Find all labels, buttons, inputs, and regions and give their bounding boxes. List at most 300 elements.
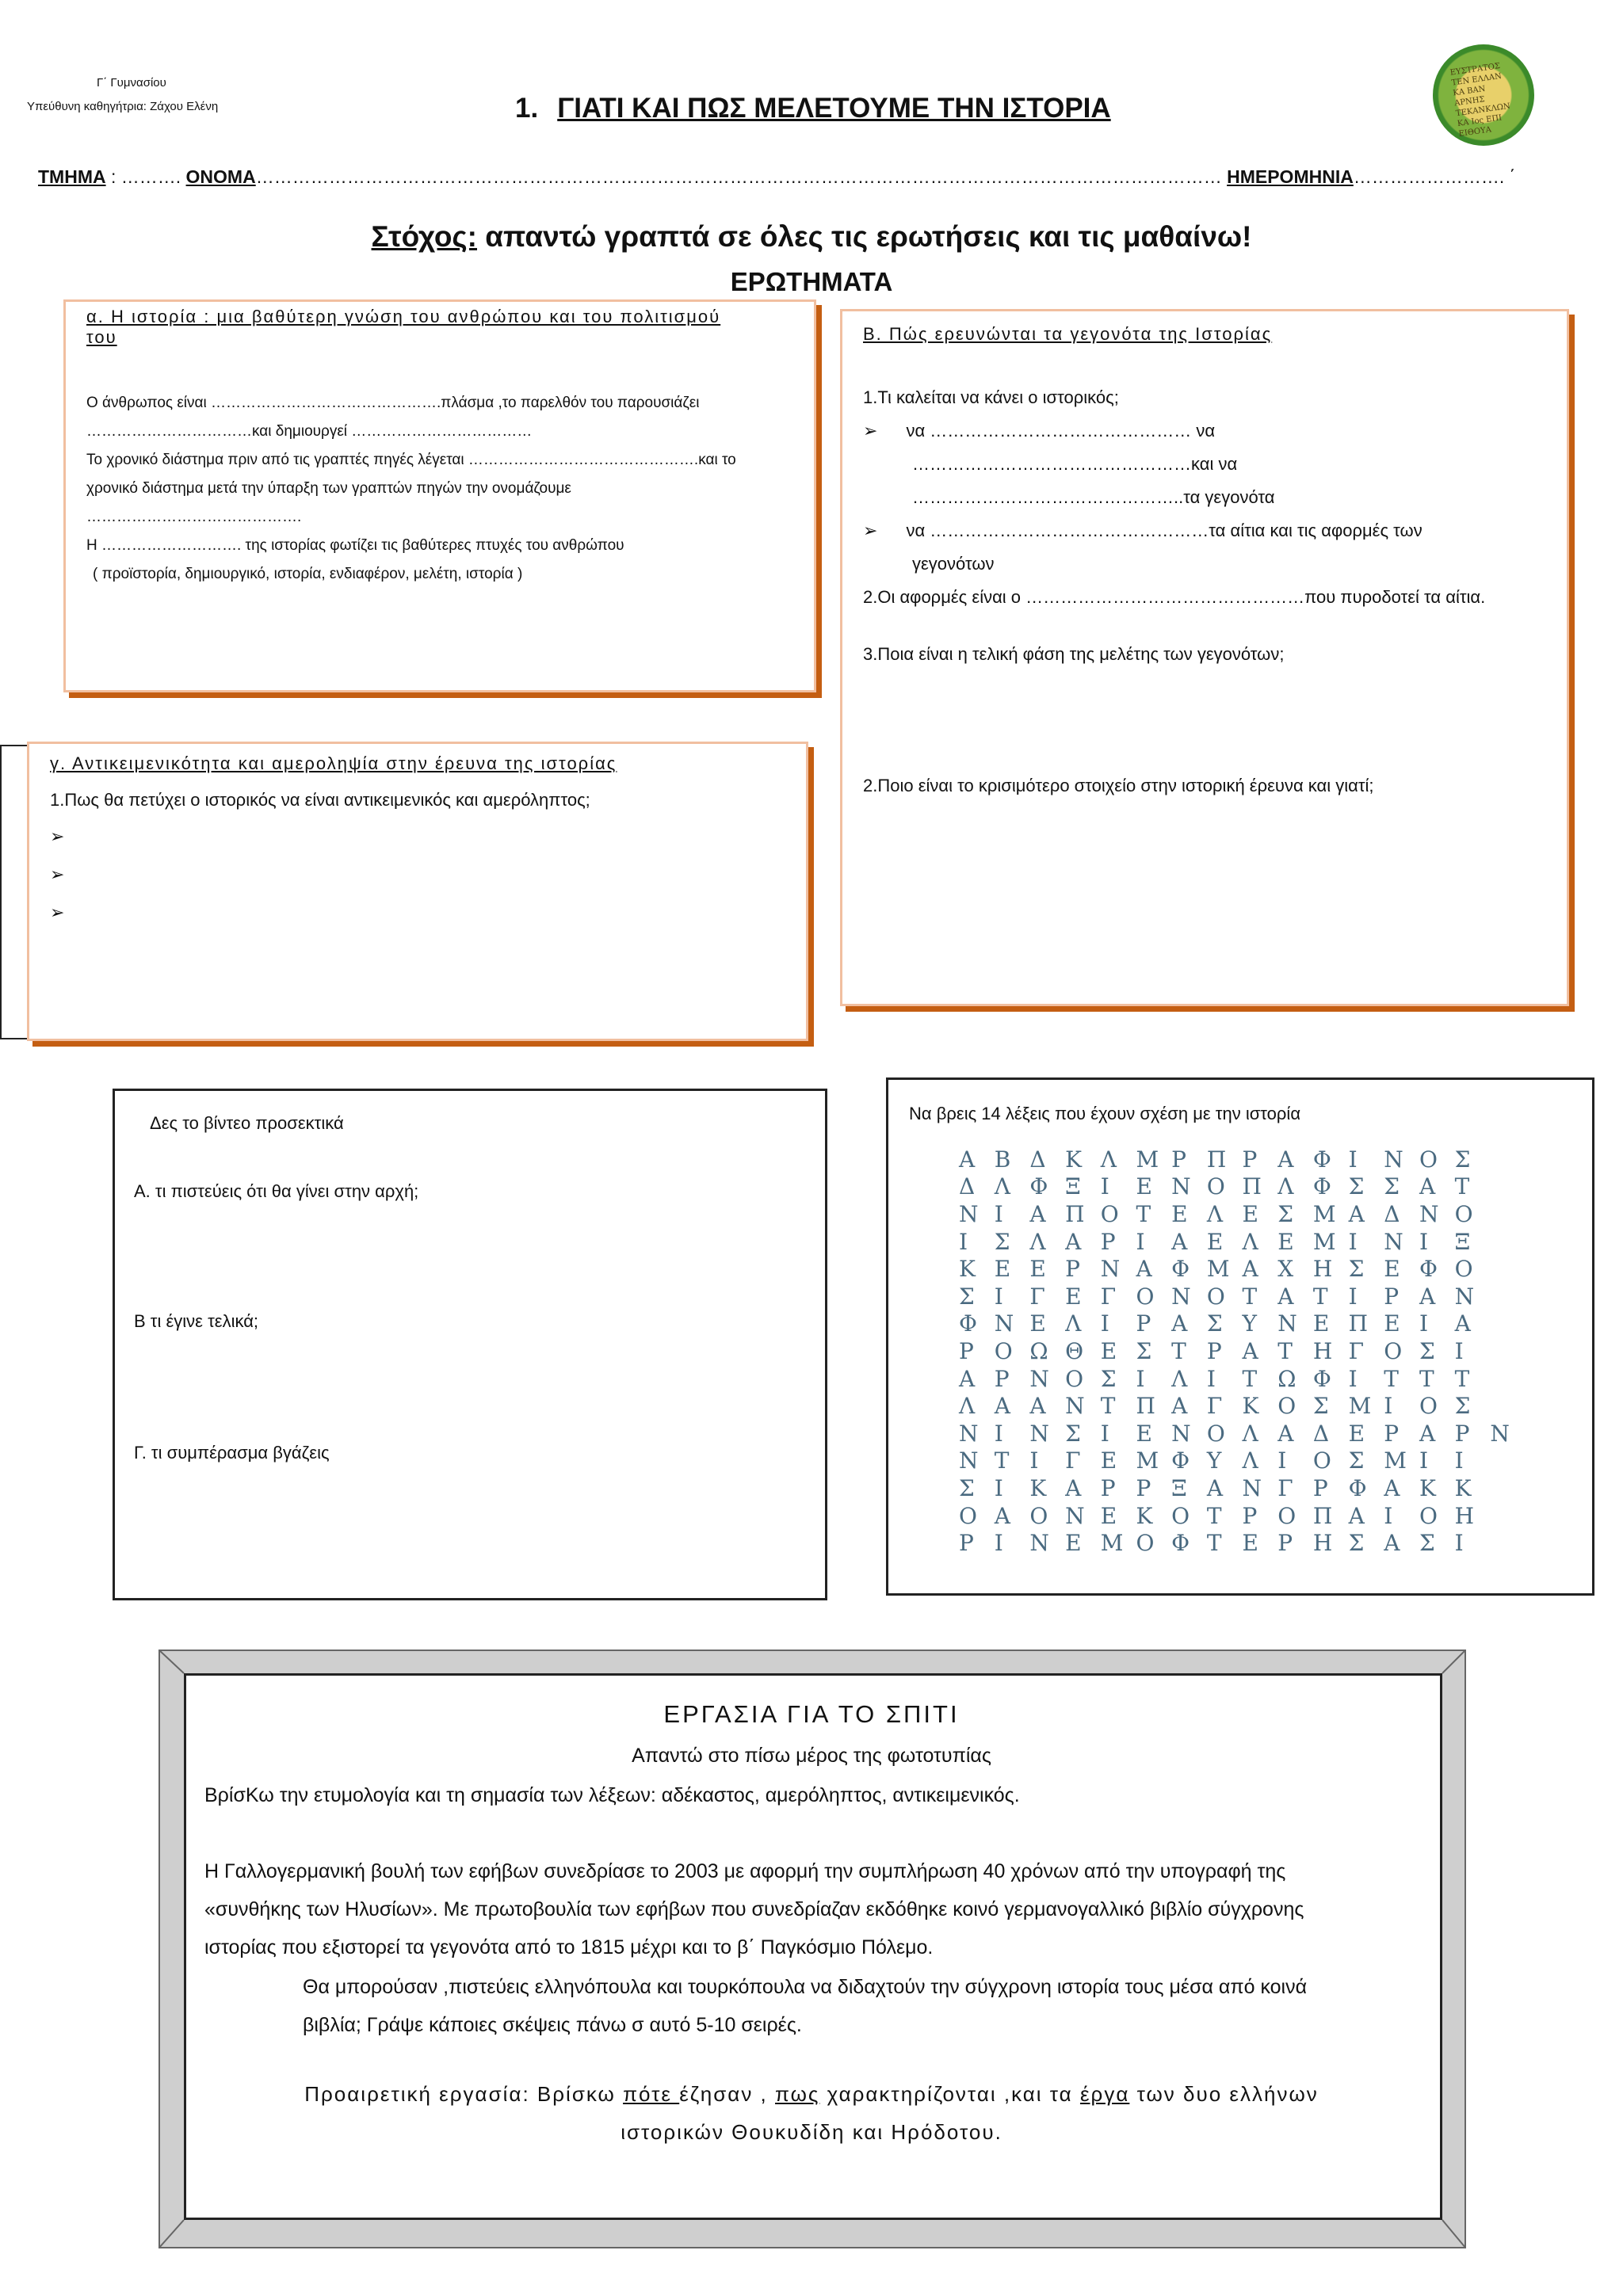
date-field[interactable]: ……………………. ΄	[1353, 166, 1516, 187]
wordsearch-letter[interactable]: Δ	[1384, 1200, 1400, 1227]
wordsearch-letter[interactable]: Χ	[1277, 1256, 1294, 1283]
alpha-word-bank: ( προϊστορία, δημιουργικό, ιστορία, ενδιαφέρον, μελέτη, ιστορία )	[93, 566, 523, 582]
wordsearch-letter[interactable]: Β	[994, 1146, 1011, 1173]
wordsearch-letter[interactable]: Κ	[1419, 1474, 1436, 1501]
goal-label: Στόχος:	[371, 220, 477, 253]
date-label: ΗΜΕΡΟΜΗΝΙΑ	[1227, 166, 1354, 187]
wordsearch-letter[interactable]: Ε	[1312, 1310, 1330, 1337]
video-question-b: Β τι έγινε τελικά;	[134, 1311, 259, 1331]
video-question-a: Α. τι πιστεύεις ότι θα γίνει στην αρχή;	[134, 1181, 419, 1201]
arrow-bullet-icon: ➢	[50, 902, 65, 922]
wordsearch-letter[interactable]: Ι	[994, 1474, 1003, 1501]
wordsearch-letter[interactable]: Ο	[1206, 1283, 1225, 1310]
wordsearch-letter[interactable]: Ν	[994, 1310, 1014, 1337]
wordsearch-letter[interactable]: Η	[1454, 1502, 1475, 1529]
wordsearch-letter[interactable]: Ν	[1242, 1474, 1262, 1501]
wordsearch-letter[interactable]: Σ	[1206, 1310, 1223, 1337]
arrow-bullet-icon: ➢	[50, 826, 65, 846]
wordsearch-letter[interactable]: Ε	[1206, 1228, 1224, 1255]
wordsearch-letter[interactable]: Α	[1384, 1474, 1400, 1501]
homework-line-1: ΒρίσΚω την ετυμολογία και τη σημασία των λέξεων: αδέκαστος, αμερόληπτος, αντικειμενικός.	[204, 1784, 1020, 1806]
wordsearch-letter[interactable]: Π	[1136, 1393, 1155, 1420]
wordsearch-letter[interactable]: Σ	[1454, 1146, 1471, 1173]
wordsearch-letter[interactable]: Ο	[1419, 1502, 1438, 1529]
wordsearch-letter[interactable]: Κ	[959, 1256, 976, 1283]
wordsearch-letter[interactable]: Α	[1171, 1393, 1188, 1420]
optional-text: έζησαν ,	[679, 2082, 775, 2106]
wordsearch-letter[interactable]: Φ	[1171, 1530, 1190, 1557]
wordsearch-letter[interactable]: Ι	[994, 1530, 1003, 1557]
wordsearch-row	[959, 1502, 1526, 1530]
wordsearch-letter[interactable]: Ι	[1348, 1365, 1358, 1392]
wordsearch-letter[interactable]: Ρ	[1206, 1337, 1222, 1364]
wordsearch-letter[interactable]: Ο	[1419, 1146, 1438, 1173]
class-field[interactable]: : ……….	[105, 166, 186, 187]
wordsearch-letter[interactable]: Α	[994, 1502, 1010, 1529]
wordsearch-letter[interactable]: Α	[1171, 1228, 1188, 1255]
wordsearch-letter[interactable]: Γ	[1348, 1337, 1364, 1364]
wordsearch-letter[interactable]: Α	[1242, 1337, 1258, 1364]
homework-optional-line-1	[0, 2082, 1623, 2107]
wordsearch-letter[interactable]: Ν	[1065, 1393, 1085, 1420]
wordsearch-letter[interactable]: Ο	[1206, 1173, 1225, 1200]
wordsearch-letter[interactable]: Ε	[1029, 1256, 1046, 1283]
wordsearch-letter[interactable]: Ρ	[1171, 1146, 1186, 1173]
homework-para: βιβλία; Γράψε κάποιες σκέψεις πάνω σ αυτό 5-10 σειρές.	[303, 2014, 802, 2036]
wordsearch-row	[959, 1337, 1526, 1365]
goal-line	[0, 220, 1623, 254]
wordsearch-letter[interactable]: Λ	[994, 1173, 1010, 1200]
wordsearch-letter[interactable]: Α	[1454, 1310, 1471, 1337]
wordsearch-letter[interactable]: Ο	[1136, 1283, 1155, 1310]
wordsearch-row	[959, 1228, 1526, 1256]
wordsearch-letter[interactable]: Μ	[1136, 1447, 1159, 1474]
wordsearch-letter[interactable]: Ι	[1100, 1310, 1109, 1337]
wordsearch-letter[interactable]: Ε	[1065, 1530, 1082, 1557]
wordsearch-letter[interactable]: Ο	[1277, 1393, 1296, 1420]
wordsearch-letter[interactable]: Ν	[1171, 1283, 1191, 1310]
box-alpha-heading-line1: α. Η ιστορία : μια βαθύτερη γνώση του ανθρώπου και του πολιτισμού	[86, 307, 721, 326]
wordsearch-letter[interactable]: Μ	[1312, 1228, 1336, 1255]
wordsearch-letter[interactable]: Α	[959, 1365, 976, 1392]
wordsearch-letter[interactable]: Γ	[1100, 1283, 1117, 1310]
wordsearch-letter[interactable]: Ε	[1100, 1447, 1117, 1474]
optional-text: των δυο ελλήνων	[1129, 2082, 1319, 2106]
wordsearch-letter[interactable]: Σ	[1065, 1420, 1081, 1447]
wordsearch-letter[interactable]: Ν	[959, 1200, 979, 1227]
box-alpha	[63, 299, 816, 692]
wordsearch-letter[interactable]: Ι	[1454, 1447, 1464, 1474]
wordsearch-letter[interactable]: Π	[1242, 1173, 1262, 1200]
wordsearch-letter[interactable]: Τ	[1312, 1283, 1328, 1310]
wordsearch-letter[interactable]: Σ	[959, 1283, 975, 1310]
wordsearch-letter[interactable]: Μ	[1312, 1200, 1336, 1227]
alpha-line: Το χρονικό διάστημα πριν από τις γραπτές πηγές λέγεται ……………………………………….και το	[86, 452, 736, 468]
wordsearch-letter[interactable]: Φ	[1171, 1256, 1190, 1283]
wordsearch-letter[interactable]: Τ	[1136, 1200, 1151, 1227]
wordsearch-letter[interactable]: Σ	[1419, 1337, 1435, 1364]
wordsearch-letter[interactable]: Σ	[1419, 1530, 1435, 1557]
wordsearch-letter[interactable]: Λ	[959, 1393, 976, 1420]
wordsearch-letter[interactable]: Ρ	[1242, 1146, 1258, 1173]
wordsearch-letter[interactable]: Κ	[1136, 1502, 1153, 1529]
wordsearch-letter[interactable]: Ρ	[1312, 1474, 1328, 1501]
wordsearch-instruction: Να βρεις 14 λέξεις που έχουν σχέση με την ιστορία	[909, 1104, 1301, 1123]
arrow-bullet-icon: ➢	[50, 864, 65, 884]
wordsearch-letter[interactable]: Ν	[1029, 1530, 1049, 1557]
wordsearch-letter[interactable]: Π	[1348, 1310, 1368, 1337]
wordsearch-letter[interactable]: Ο	[1419, 1393, 1438, 1420]
box-beta-content	[863, 381, 1485, 614]
alpha-line: χρονικό διάστημα μετά την ύπαρξη των γραπτών πηγών την ονομάζουμε	[86, 480, 571, 497]
wordsearch-letter[interactable]: Ρ	[1065, 1256, 1080, 1283]
wordsearch-letter[interactable]: Ο	[994, 1337, 1013, 1364]
wordsearch-letter[interactable]: Ρ	[1100, 1474, 1116, 1501]
wordsearch-letter[interactable]: Ξ	[1171, 1474, 1187, 1501]
wordsearch-letter[interactable]: Ο	[1277, 1502, 1296, 1529]
wordsearch-letter[interactable]: Μ	[1136, 1146, 1159, 1173]
beta-line: …………………………………………και να	[912, 454, 1238, 474]
wordsearch-row	[959, 1392, 1526, 1420]
wordsearch-letter[interactable]: Η	[1312, 1337, 1333, 1364]
wordsearch-letter[interactable]: Ρ	[1136, 1474, 1151, 1501]
wordsearch-letter[interactable]: Ω	[1277, 1365, 1296, 1392]
wordsearch-letter[interactable]: Τ	[1454, 1173, 1470, 1200]
alpha-line: Η ………………………. της ιστορίας φωτίζει τις βαθύτερες πτυχές του ανθρώπου	[86, 537, 624, 554]
wordsearch-letter[interactable]: Ι	[1348, 1283, 1358, 1310]
wordsearch-letter[interactable]: Ε	[1100, 1502, 1117, 1529]
wordsearch-letter[interactable]: Α	[994, 1393, 1010, 1420]
wordsearch-letter[interactable]: Ε	[1384, 1256, 1400, 1283]
wordsearch-letter[interactable]: Ι	[1100, 1173, 1109, 1200]
wordsearch-letter[interactable]: Ρ	[994, 1365, 1010, 1392]
wordsearch-letter[interactable]: Π	[1312, 1502, 1333, 1529]
optional-underlined: πως	[775, 2082, 820, 2106]
name-label: ΟΝΟΜΑ	[185, 166, 256, 187]
wordsearch-letter[interactable]: Τ	[1206, 1502, 1222, 1529]
wordsearch-letter[interactable]: Ο	[1171, 1502, 1190, 1529]
wordsearch-letter[interactable]: Ι	[959, 1228, 968, 1255]
wordsearch-letter[interactable]: Σ	[1348, 1256, 1365, 1283]
wordsearch-letter[interactable]: Τ	[1242, 1365, 1258, 1392]
wordsearch-letter[interactable]: Ε	[1277, 1228, 1294, 1255]
box-gamma	[27, 742, 808, 1041]
name-field[interactable]: ……………………………………………………………………………………………………………………………………………	[255, 166, 1228, 187]
wordsearch-letter[interactable]: Ι	[1419, 1228, 1428, 1255]
box-alpha-heading	[86, 307, 720, 348]
wordsearch-letter[interactable]: Γ	[1206, 1393, 1223, 1420]
wordsearch-letter[interactable]: Φ	[1171, 1447, 1190, 1474]
alpha-line: Ο άνθρωπος είναι ……………………………………….πλάσμα ,το παρελθόν του παρουσιάζει	[86, 395, 700, 411]
beta-question-2: 2.Οι αφορμές είναι ο …………………………………………που πυροδοτεί τα αίτια.	[863, 587, 1486, 607]
wordsearch-letter[interactable]: Σ	[1348, 1530, 1365, 1557]
wordsearch-row	[959, 1200, 1526, 1228]
wordsearch-letter[interactable]: Ν	[1100, 1256, 1121, 1283]
questions-heading: ΕΡΩΤΗΜΑΤΑ	[730, 267, 893, 296]
wordsearch-letter[interactable]: Υ	[1206, 1447, 1222, 1474]
video-intro: Δες το βίντεο προσεκτικά	[150, 1113, 344, 1133]
wordsearch-letter[interactable]: Ι	[1100, 1420, 1109, 1447]
wordsearch-letter[interactable]: Ο	[1136, 1530, 1155, 1557]
wordsearch-letter[interactable]: Ρ	[1100, 1228, 1116, 1255]
homework-para: Θα μπορούσαν ,πιστεύεις ελληνόπουλα και τουρκόπουλα να διδαχτούν την σύγχρονη ιστορία τους μέσα από κοινά	[303, 1976, 1308, 1998]
wordsearch-letter[interactable]: Ι	[1419, 1310, 1428, 1337]
video-question-c: Γ. τι συμπέρασμα βγάζεις	[134, 1443, 330, 1463]
wordsearch-letter[interactable]: Σ	[1348, 1173, 1365, 1200]
beta-line: ………………………………………..τα γεγονότα	[912, 487, 1275, 507]
box-gamma-heading: γ. Αντικειμενικότητα και αμεροληψία στην έρευνα της ιστορίας	[50, 753, 617, 773]
wordsearch-letter[interactable]: Η	[1312, 1530, 1333, 1557]
wordsearch-letter[interactable]: Α	[1384, 1530, 1400, 1557]
wordsearch-letter[interactable]: Λ	[1171, 1365, 1188, 1392]
wordsearch-letter[interactable]: Α	[1419, 1420, 1436, 1447]
wordsearch-letter[interactable]: Ε	[1348, 1420, 1365, 1447]
wordsearch-letter[interactable]: Κ	[1065, 1146, 1082, 1173]
beta-line: γεγονότων	[912, 554, 995, 574]
wordsearch-letter[interactable]: Ν	[1277, 1310, 1297, 1337]
wordsearch-letter[interactable]: Λ	[1206, 1200, 1224, 1227]
page-title	[515, 93, 1111, 124]
wordsearch-letter[interactable]: Ι	[1277, 1447, 1287, 1474]
box-beta-heading: Β. Πώς ερευνώνται τα γεγονότα της Ιστορίας	[863, 324, 1273, 344]
wordsearch-letter[interactable]: Α	[1277, 1146, 1294, 1173]
wordsearch-letter[interactable]: Μ	[1206, 1256, 1230, 1283]
papyrus-logo-text: ΕΥΣΤΡΑΤΟΣ ΤΕΝ ΕΛΛΑΝ ΚΑ ΒΑΝ ΑΡΝΗΣ ΤΕΚΑΝΚΛΩΝ ΚΑ Ιος ΕΠΙ ΕΙΘΟΥΑ	[1449, 62, 1511, 139]
wordsearch-letter[interactable]: Ι	[1136, 1365, 1145, 1392]
wordsearch-letter[interactable]: Ν	[1171, 1173, 1191, 1200]
wordsearch-letter[interactable]: Ν	[1171, 1420, 1191, 1447]
homework-para: Η Γαλλογερμανική βουλή των εφήβων συνεδρίασε το 2003 με αφορμή την συμπλήρωση 40 χρόνων από την υπογραφή της	[204, 1860, 1286, 1882]
wordsearch-letter[interactable]: Φ	[1348, 1474, 1367, 1501]
wordsearch-letter[interactable]: Σ	[994, 1228, 1010, 1255]
wordsearch-letter[interactable]: Α	[1029, 1200, 1046, 1227]
wordsearch-letter[interactable]: Ν	[1384, 1146, 1403, 1173]
wordsearch-row	[959, 1365, 1526, 1393]
wordsearch-letter[interactable]: Τ	[1206, 1530, 1222, 1557]
wordsearch-letter[interactable]: Ο	[1384, 1337, 1403, 1364]
wordsearch-letter[interactable]: Α	[1171, 1310, 1188, 1337]
wordsearch-letter[interactable]: Η	[1312, 1256, 1333, 1283]
alpha-line: ……………………………και δημιουργεί ………………………………	[86, 423, 533, 440]
wordsearch-letter[interactable]: Α	[1348, 1502, 1365, 1529]
wordsearch-letter[interactable]: Ι	[1454, 1530, 1464, 1557]
wordsearch-row	[959, 1447, 1526, 1475]
wordsearch-letter[interactable]: Γ	[1029, 1283, 1045, 1310]
wordsearch-letter[interactable]: Α	[1136, 1256, 1152, 1283]
wordsearch-letter[interactable]: Ξ	[1065, 1173, 1081, 1200]
wordsearch-letter[interactable]: Ρ	[1384, 1420, 1400, 1447]
wordsearch-letter[interactable]: Ν	[1490, 1420, 1510, 1447]
wordsearch-letter[interactable]: Ν	[959, 1447, 979, 1474]
wordsearch-letter[interactable]: Υ	[1242, 1310, 1257, 1337]
homework-title: ΕΡΓΑΣΙΑ ΓΙΑ ΤΟ ΣΠΙΤΙ	[663, 1700, 960, 1728]
wordsearch-letter[interactable]: Ω	[1029, 1337, 1048, 1364]
optional-underlined: πότε	[623, 2082, 680, 2106]
wordsearch-letter[interactable]: Ι	[1206, 1365, 1216, 1392]
wordsearch-letter[interactable]: Ο	[1206, 1420, 1225, 1447]
wordsearch-letter[interactable]: Ο	[1100, 1200, 1119, 1227]
wordsearch-letter[interactable]: Λ	[1242, 1447, 1258, 1474]
box-beta	[840, 309, 1569, 1006]
wordsearch-letter[interactable]: Ε	[1384, 1310, 1400, 1337]
wordsearch-letter[interactable]: Ρ	[1454, 1420, 1470, 1447]
wordsearch-letter[interactable]: Φ	[959, 1310, 977, 1337]
wordsearch-letter[interactable]: Τ	[1454, 1365, 1470, 1392]
class-label: ΤΜΗΜΑ	[38, 166, 106, 187]
wordsearch-letter[interactable]: Ε	[1136, 1173, 1152, 1200]
wordsearch-letter[interactable]: Α	[1242, 1256, 1258, 1283]
wordsearch-letter[interactable]: Ε	[1100, 1337, 1117, 1364]
wordsearch-letter[interactable]: Ι	[1454, 1337, 1464, 1364]
wordsearch-letter[interactable]: Ρ	[959, 1337, 974, 1364]
wordsearch-letter[interactable]: Α	[1065, 1228, 1082, 1255]
wordsearch-row	[959, 1283, 1526, 1310]
wordsearch-letter[interactable]: Ο	[1454, 1256, 1473, 1283]
wordsearch-letter[interactable]: Ν	[1384, 1228, 1403, 1255]
wordsearch-letter[interactable]: Π	[1206, 1146, 1227, 1173]
wordsearch-letter[interactable]: Α	[1348, 1200, 1365, 1227]
wordsearch-letter[interactable]: Α	[1419, 1173, 1436, 1200]
wordsearch-letter[interactable]: Ι	[994, 1200, 1003, 1227]
arrow-bullet-icon: ➢	[863, 521, 878, 540]
wordsearch-letter[interactable]: Π	[1065, 1200, 1085, 1227]
title-number: 1.	[515, 93, 539, 124]
wordsearch-letter[interactable]: Λ	[1065, 1310, 1082, 1337]
goal-text: απαντώ γραπτά σε όλες τις ερωτήσεις και τις μαθαίνω!	[477, 220, 1252, 253]
wordsearch-row	[959, 1255, 1526, 1283]
wordsearch-letter[interactable]: Τ	[1384, 1365, 1399, 1392]
wordsearch-letter[interactable]: Α	[959, 1146, 976, 1173]
wordsearch-letter[interactable]: Σ	[1312, 1393, 1329, 1420]
wordsearch-letter[interactable]: Σ	[1100, 1365, 1117, 1392]
wordsearch-letter[interactable]: Ε	[1136, 1420, 1152, 1447]
wordsearch-letter[interactable]: Ρ	[1277, 1530, 1293, 1557]
wordsearch-letter[interactable]: Δ	[959, 1173, 976, 1200]
wordsearch-letter[interactable]: Σ	[1384, 1173, 1400, 1200]
wordsearch-letter[interactable]: Ε	[1171, 1200, 1188, 1227]
wordsearch-letter[interactable]: Ρ	[1242, 1502, 1258, 1529]
wordsearch-row	[959, 1420, 1526, 1447]
wordsearch-letter[interactable]: Φ	[1312, 1173, 1331, 1200]
wordsearch-letter[interactable]: Μ	[1384, 1447, 1407, 1474]
wordsearch-letter[interactable]: Λ	[1029, 1228, 1046, 1255]
wordsearch-letter[interactable]: Α	[1419, 1283, 1436, 1310]
wordsearch-letter[interactable]: Ι	[1136, 1228, 1145, 1255]
wordsearch-letter[interactable]: Λ	[1100, 1146, 1117, 1173]
gamma-question: 1.Πως θα πετύχει ο ιστορικός να είναι αντικειμενικός και αμερόληπτος;	[50, 790, 590, 810]
wordsearch-letter[interactable]: Κ	[1454, 1474, 1472, 1501]
wordsearch-letter[interactable]: Α	[1206, 1474, 1224, 1501]
wordsearch-letter[interactable]: Ο	[1312, 1447, 1331, 1474]
wordsearch-letter[interactable]: Ι	[994, 1420, 1003, 1447]
optional-underlined: έργα	[1079, 2082, 1130, 2106]
arrow-bullet-icon: ➢	[863, 421, 878, 441]
wordsearch-row	[959, 1310, 1526, 1338]
wordsearch-letter[interactable]: Θ	[1065, 1337, 1084, 1364]
wordsearch-letter[interactable]: Λ	[1242, 1420, 1258, 1447]
wordsearch-letter[interactable]: Ε	[994, 1256, 1011, 1283]
wordsearch-letter[interactable]: Ν	[959, 1420, 979, 1447]
homework-para: ιστορίας που εξιστορεί τα γεγονότα από το 1815 μέχρι και το β΄ Παγκόσμιο Πόλεμο.	[204, 1936, 934, 1958]
wordsearch-letter[interactable]: Τ	[1277, 1337, 1293, 1364]
wordsearch-letter[interactable]: Α	[1277, 1420, 1294, 1447]
wordsearch-letter[interactable]: Γ	[1065, 1447, 1081, 1474]
alpha-line: …………………………………….	[86, 509, 302, 525]
wordsearch-letter[interactable]: Ε	[1242, 1530, 1258, 1557]
beta-line: να ……………………………………… να	[906, 421, 1216, 441]
wordsearch-letter[interactable]: Φ	[1029, 1173, 1048, 1200]
wordsearch-letter[interactable]: Ο	[959, 1502, 977, 1529]
wordsearch-letter[interactable]: Τ	[1100, 1393, 1116, 1420]
wordsearch-letter[interactable]: Ν	[1029, 1420, 1049, 1447]
wordsearch-letter[interactable]: Σ	[1136, 1337, 1152, 1364]
wordsearch-letter[interactable]: Ε	[1029, 1310, 1046, 1337]
wordsearch-letter[interactable]: Ρ	[1384, 1283, 1400, 1310]
wordsearch-letter[interactable]: Σ	[1348, 1447, 1365, 1474]
wordsearch-letter[interactable]: Ν	[1029, 1365, 1049, 1392]
grade-label: Γ΄ Γυμνασίου	[97, 76, 166, 90]
wordsearch-letter[interactable]: Μ	[1348, 1393, 1372, 1420]
optional-label: Προαιρετική εργασία:	[304, 2082, 537, 2106]
wordsearch-letter[interactable]: Ι	[1419, 1447, 1428, 1474]
wordsearch-letter[interactable]: Μ	[1100, 1530, 1124, 1557]
wordsearch-letter[interactable]: Ρ	[1136, 1310, 1151, 1337]
wordsearch-letter[interactable]: Ι	[1384, 1393, 1393, 1420]
wordsearch-letter[interactable]: Τ	[1242, 1283, 1258, 1310]
wordsearch-letter[interactable]: Ι	[994, 1283, 1003, 1310]
wordsearch-letter[interactable]: Α	[1065, 1474, 1082, 1501]
wordsearch-letter[interactable]: Ξ	[1454, 1228, 1471, 1255]
wordsearch-letter[interactable]: Λ	[1277, 1173, 1294, 1200]
wordsearch-letter[interactable]: Τ	[994, 1447, 1010, 1474]
wordsearch-letter[interactable]: Κ	[1242, 1393, 1259, 1420]
wordsearch-letter[interactable]: Ι	[1348, 1228, 1358, 1255]
wordsearch-letter[interactable]: Α	[1277, 1283, 1294, 1310]
wordsearch-letter[interactable]: Ν	[1065, 1502, 1085, 1529]
wordsearch-letter[interactable]: Ν	[1454, 1283, 1475, 1310]
wordsearch-letter[interactable]: Ε	[1065, 1283, 1082, 1310]
beta-question-1: 1.Τι καλείται να κάνει ο ιστορικός;	[863, 387, 1119, 407]
wordsearch-letter[interactable]: Φ	[1419, 1256, 1438, 1283]
wordsearch-letter[interactable]: Λ	[1242, 1228, 1258, 1255]
wordsearch-letter[interactable]: Σ	[959, 1474, 975, 1501]
homework-optional-line-2: ιστορικών Θουκυδίδη και Ηρόδοτου.	[621, 2120, 1002, 2144]
wordsearch-letter[interactable]: Φ	[1312, 1146, 1331, 1173]
video-box	[113, 1089, 827, 1600]
wordsearch-letter[interactable]: Δ	[1312, 1420, 1330, 1447]
wordsearch-letter[interactable]: Ο	[1029, 1502, 1048, 1529]
box-alpha-heading-line2: του	[86, 327, 117, 347]
wordsearch-letter[interactable]: Γ	[1277, 1474, 1293, 1501]
student-info-line	[38, 166, 1515, 188]
wordsearch-letter[interactable]: Τ	[1171, 1337, 1186, 1364]
wordsearch-letter[interactable]: Σ	[1454, 1393, 1471, 1420]
wordsearch-letter[interactable]: Σ	[1277, 1200, 1293, 1227]
wordsearch-letter[interactable]: Ρ	[959, 1530, 974, 1557]
wordsearch-letter[interactable]: Α	[1029, 1393, 1046, 1420]
wordsearch-letter[interactable]: Ε	[1242, 1200, 1258, 1227]
wordsearch-letter[interactable]: Ο	[1065, 1365, 1084, 1392]
wordsearch-letter[interactable]: Τ	[1419, 1365, 1434, 1392]
wordsearch-letter[interactable]: Ν	[1419, 1200, 1439, 1227]
wordsearch-letter[interactable]: Ο	[1454, 1200, 1473, 1227]
wordsearch-letter[interactable]: Ι	[1384, 1502, 1393, 1529]
wordsearch-letter[interactable]: Ι	[1348, 1146, 1358, 1173]
wordsearch-letter[interactable]: Κ	[1029, 1474, 1047, 1501]
wordsearch-letter[interactable]: Φ	[1312, 1365, 1331, 1392]
wordsearch-letter[interactable]: Δ	[1029, 1146, 1046, 1173]
wordsearch-letter[interactable]: Ι	[1029, 1447, 1039, 1474]
